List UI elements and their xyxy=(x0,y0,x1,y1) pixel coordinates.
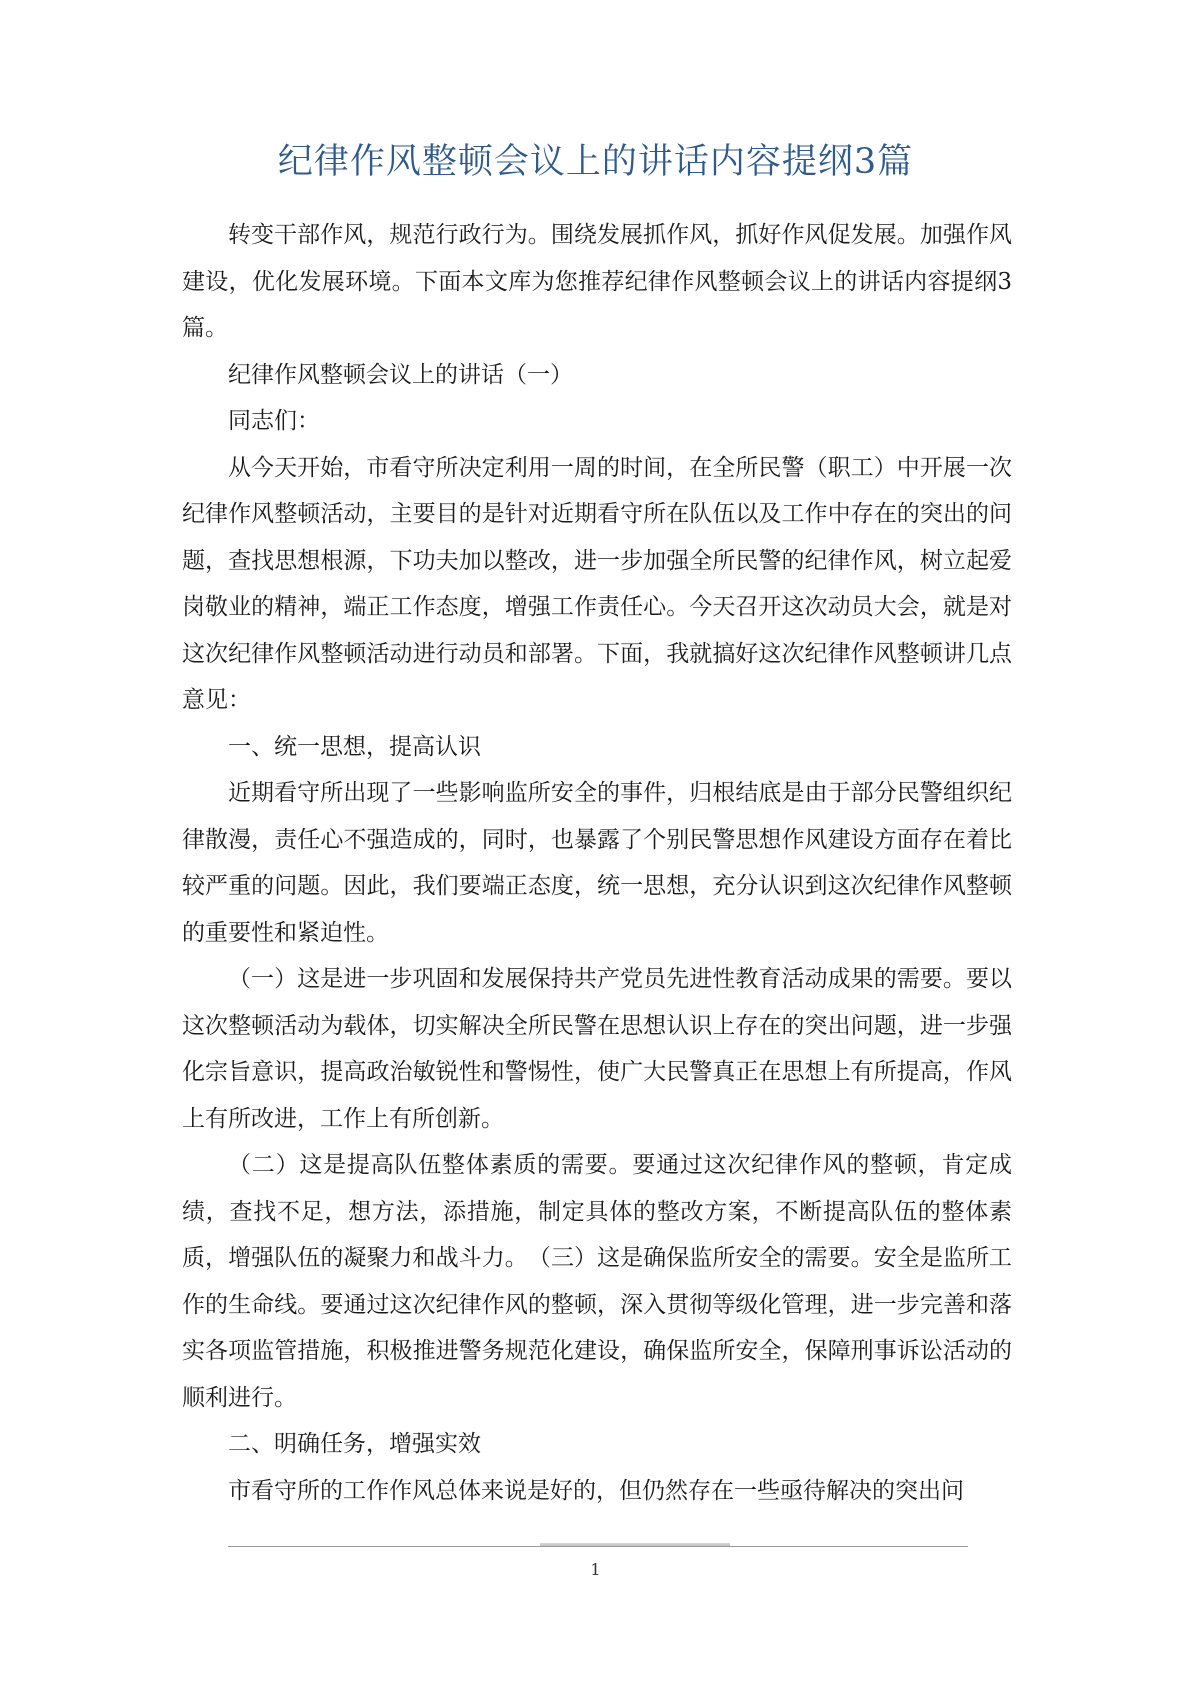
footer-divider xyxy=(228,1546,968,1547)
section-heading-2: 二、明确任务，增强实效 xyxy=(228,1431,481,1457)
page-number: 1 xyxy=(590,1560,601,1579)
intro-paragraph: 转变干部作风，规范行政行为。围绕发展抓作风，抓好作风促发展。加强作风建设，优化发展环境。下面本文库为您推荐纪律作风整顿会议上的讲话内容提纲3篇。 xyxy=(182,222,1012,341)
body-paragraph: （二）这是提高队伍整体素质的需要。要通过这次纪律作风的整顿，肯定成绩，查找不足，想方法，添措施，制定具体的整改方案，不断提高队伍的整体素质，增强队伍的凝聚力和战斗力。 （三）这是确保监所安全的需要。安全是监所工作的生命线。要通过这次纪律作风的整顿，深入贯彻等级化管理，进一步完善和落实各项监管措施，积极推进警务规范化建设，确保监所安全，保障刑事诉讼活动的顺利进行。 xyxy=(182,1152,1012,1411)
speech-heading: 纪律作风整顿会议上的讲话（一） xyxy=(228,361,573,388)
section-heading-1: 一、统一思想，提高认识 xyxy=(228,733,481,760)
body-paragraph: （一）这是进一步巩固和发展保持共产党员先进性教育活动成果的需要。要以这次整顿活动为载体，切实解决全所民警在思想认识上存在的突出问题，进一步强化宗旨意识，提高政治敏锐性和警惕性，使广大民警真正在思想上有所提高，作风上有所改进，工作上有所创新。 xyxy=(182,966,1012,1132)
document-body xyxy=(182,212,1012,1514)
document-title: 纪律作风整顿会议上的讲话内容提纲3篇 xyxy=(277,142,914,182)
body-paragraph: 市看守所的工作作风总体来说是好的，但仍然存在一些亟待解决的突出问 xyxy=(228,1477,964,1504)
body-paragraph: 近期看守所出现了一些影响监所安全的事件，归根结底是由于部分民警组织纪律散漫，责任心不强造成的，同时，也暴露了个别民警思想作风建设方面存在着比较严重的问题。因此，我们要端正态度，统一思想，充分认识到这次纪律作风整顿的重要性和紧迫性。 xyxy=(182,780,1012,946)
salutation: 同志们： xyxy=(228,408,320,434)
body-paragraph: 从今天开始，市看守所决定利用一周的时间，在全所民警（职工）中开展一次纪律作风整顿活动，主要目的是针对近期看守所在队伍以及工作中存在的突出的问题，查找思想根源，下功夫加以整改，进一步加强全所民警的纪律作风，树立起爱岗敬业的精神，端正工作态度，增强工作责任心。今天召开这次动员大会，就是对这次纪律作风整顿活动进行动员和部署。下面，我就搞好这次纪律作风整顿讲几点意见： xyxy=(182,454,1012,713)
